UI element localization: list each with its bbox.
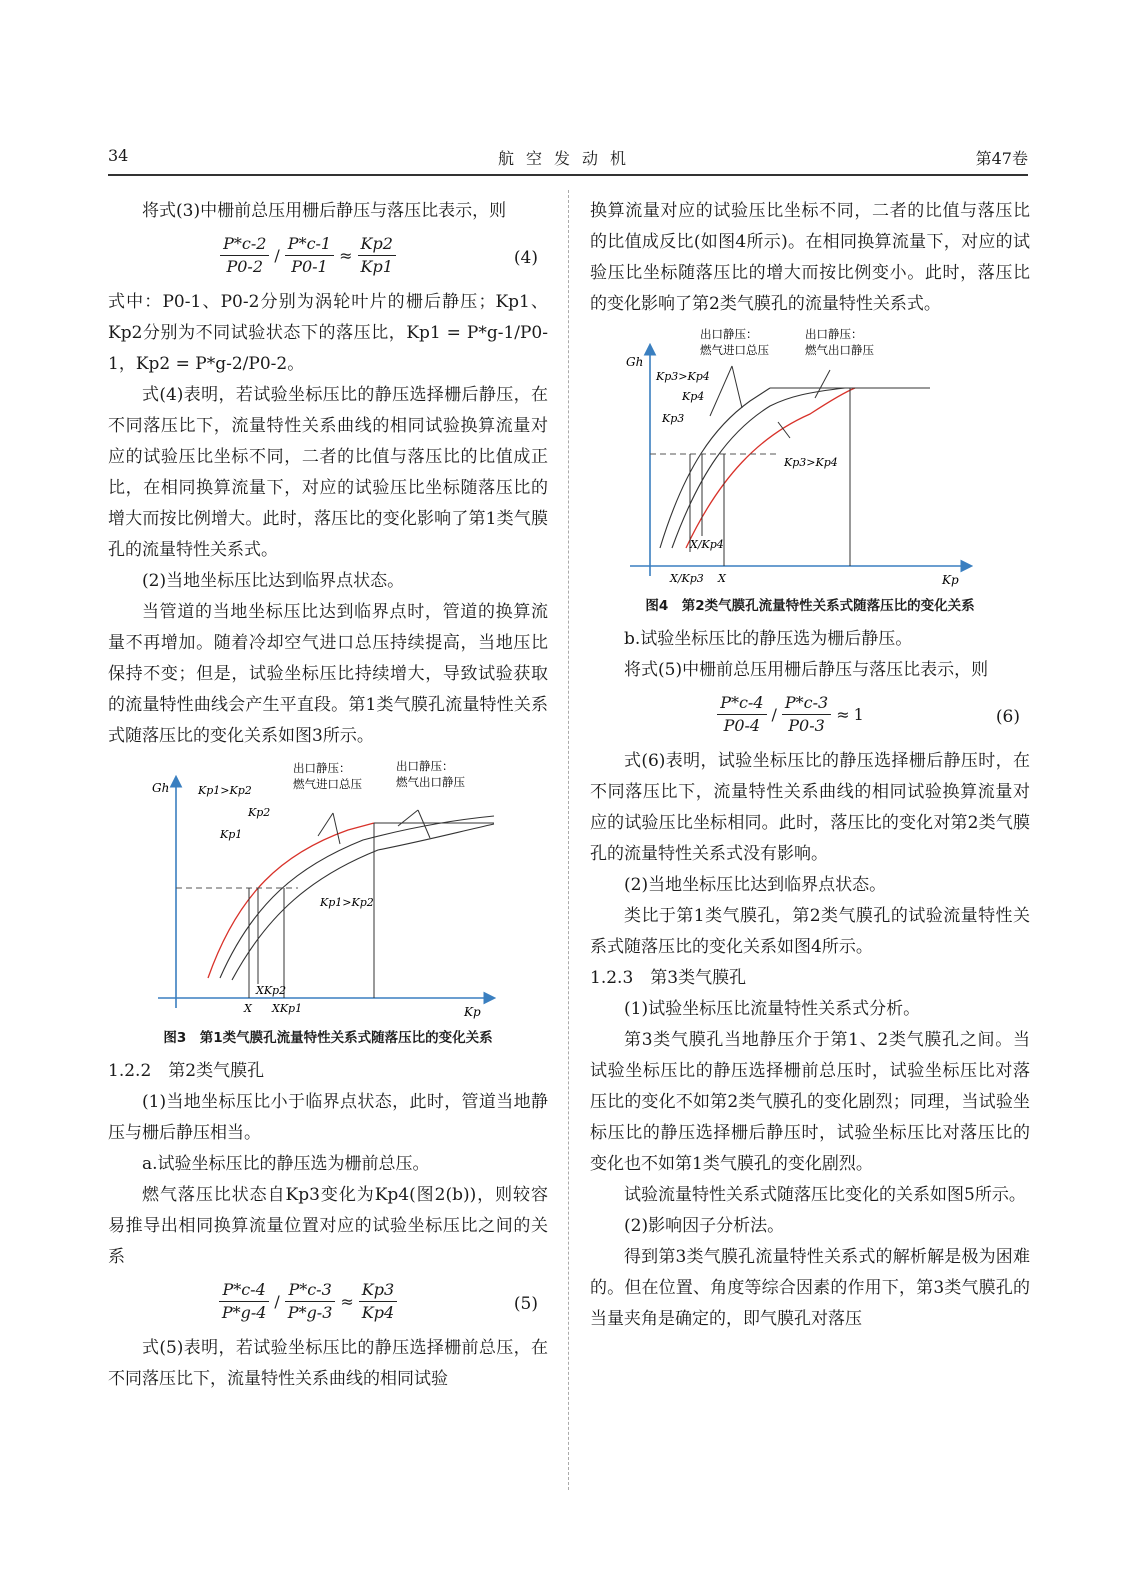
leader-a2: [732, 366, 742, 408]
fig4-label: 出口静压：: [805, 327, 863, 341]
right-column: [590, 196, 1030, 1335]
paragraph: 式(4)表明，若试验坐标压比的静压选择栅后静压，在不同落压比下，流量特性关系曲线的相同试验换算流量对应的试验压比坐标不同，二者的比值与落压比的比值成正比，在相同换算流量下，对应的试验压比坐标随落压比的增大而按比例增大。此时，落压比的变化影响了第1类气膜孔的流量特性关系式。: [108, 385, 548, 560]
fig4-label: 出口静压：: [700, 327, 758, 341]
fig4-label: 燃气出口静压: [805, 343, 874, 357]
paragraph: 类比于第1类气膜孔，第2类气膜孔的试验流量特性关系式随落压比的变化关系如图4所示。: [590, 906, 1030, 957]
x-axis-label: Kp: [464, 1005, 481, 1019]
equation-number: (4): [513, 248, 538, 268]
paragraph: 第3类气膜孔当地静压介于第1、2类气膜孔之间。当试验坐标压比的静压选择栅前总压时，试验坐标压比对落压比的变化不如第2类气膜孔的变化剧烈；同理，当试验坐标压比的静压选择栅后静压时，试验坐标压比对落压比的变化也不如第1类气膜孔的变化剧烈。: [590, 1030, 1030, 1174]
y-axis-label: Gh: [626, 355, 644, 369]
equation-6: $\frac{P*c-4}{P0-4}$ / $\frac{P*c-3}{P0-3}$ ≈ 1 (6): [590, 688, 1030, 744]
x-axis-label: Kp: [942, 573, 959, 587]
eq4-term: P0-2: [226, 257, 264, 276]
fig3-inequality: Kp1>Kp2: [198, 784, 252, 797]
eq5-term: Kp4: [361, 1303, 395, 1322]
paragraph: 燃气落压比状态自Kp3变化为Kp4(图2(b))，则较容易推导出相同换算流量位置对应的试验坐标压比之间的关系: [108, 1185, 548, 1267]
paragraph: a.试验坐标压比的静压选为栅前总压。: [142, 1154, 430, 1174]
fig4-inequality: Kp3>Kp4: [784, 456, 838, 469]
eq5-term: P*c-4: [219, 1279, 270, 1302]
equation-5: $\frac{P*c-4}{P*g-4}$ / $\frac{P*c-3}{P*g-3}$ ≈ $\frac{Kp3}{Kp4}$ (5): [108, 1275, 548, 1331]
fig4-inequality: Kp3>Kp4: [656, 370, 710, 383]
paragraph: (1)当地坐标压比小于临界点状态，此时，管道当地静压与栅后静压相当。: [108, 1092, 548, 1143]
leader-b: [815, 370, 830, 398]
eq4-term: P*c-2: [220, 233, 269, 256]
paragraph: 试验流量特性关系式随落压比变化的关系如图5所示。: [624, 1185, 1026, 1205]
paragraph: 得到第3类气膜孔流量特性关系式的解析解是极为困难的。但在位置、角度等综合因素的作用下，第3类气膜孔的当量夹角是确定的，即气膜孔对落压: [590, 1247, 1030, 1329]
eq4-term: P*c-1: [285, 233, 334, 256]
section-heading: 1.2.2 第2类气膜孔: [108, 1061, 265, 1081]
fig3-label: 燃气进口总压: [293, 777, 362, 791]
tick-label: X: [718, 572, 726, 585]
left-column: [108, 196, 548, 1395]
running-header: [108, 142, 1028, 176]
figure-3: [108, 758, 548, 1020]
leader-a2: [333, 813, 340, 844]
eq5-term: Kp3: [359, 1279, 397, 1302]
eq5-term: P*g-3: [287, 1303, 333, 1322]
curve-label: Kp3: [662, 412, 685, 425]
curve-label: Kp4: [682, 390, 705, 403]
paragraph: (2)当地坐标压比达到临界点状态。: [624, 875, 887, 895]
eq6-term: P*c-3: [782, 692, 831, 715]
paragraph: (2)影响因子分析法。: [624, 1216, 785, 1236]
tick-label: XKp2: [256, 984, 287, 997]
eq5-term: P*c-3: [285, 1279, 336, 1302]
figure-4-plot: [590, 326, 1030, 588]
eq5-term: P*g-4: [221, 1303, 267, 1322]
eq4-term: Kp1: [360, 257, 393, 276]
paragraph: 将式(5)中栅前总压用栅后静压与落压比表示，则: [624, 660, 989, 680]
fig3-inequality: Kp1>Kp2: [320, 896, 374, 909]
leader-b: [398, 810, 418, 826]
eq6-term: P0-4: [723, 716, 761, 735]
paragraph: 换算流量对应的试验压比坐标不同，二者的比值与落压比的比值成反比(如图4所示)。在相同换算流量下，对应的试验压比坐标随落压比的增大而按比例变小。此时，落压比的变化影响了第2类气膜孔的流量特性关系式。: [590, 201, 1030, 314]
volume-label: 第47卷: [975, 149, 1028, 168]
paragraph: 当管道的当地坐标压比达到临界点时，管道的换算流量不再增加。随着冷却空气进口总压持续提高，当地压比保持不变；但是，试验坐标压比持续增大，导致试验获取的流量特性曲线会产生平直段。第1类气膜孔流量特性关系式随落压比的变化关系如图3所示。: [108, 602, 548, 746]
section-heading: 1.2.3 第3类气膜孔: [590, 968, 747, 988]
curve-label: Kp2: [248, 806, 271, 819]
eq6-term: 1: [853, 704, 864, 724]
fig3-label: 燃气出口静压: [396, 775, 465, 789]
equation-4: $\frac{P*c-2}{P0-2}$ / $\frac{P*c-1}{P0-1}$ ≈ $\frac{Kp2}{Kp1}$ (4): [108, 229, 548, 285]
eq6-term: P*c-4: [717, 692, 766, 715]
figure-3-caption: 图3 第1类气膜孔流量特性关系式随落压比的变化关系: [163, 1030, 493, 1046]
column-divider: [568, 190, 569, 1490]
figure-4-caption: 图4 第2类气膜孔流量特性关系式随落压比的变化关系: [645, 598, 975, 614]
page-number: 34: [108, 146, 129, 165]
journal-title: 航空发动机: [497, 149, 638, 168]
tick-label: XKp1: [272, 1002, 303, 1015]
tick-label: X/Kp3: [670, 572, 704, 585]
eq4-term: Kp2: [358, 233, 396, 256]
fig3-label: 出口静压：: [396, 759, 454, 773]
fig4-label: 燃气进口总压: [700, 343, 769, 357]
fig3-label: 出口静压：: [293, 761, 351, 775]
eq4-term: P0-1: [291, 257, 328, 276]
paragraph: 式中：P0-1、P0-2分别为涡轮叶片的栅后静压；Kp1、Kp2分别为不同试验状态下的落压比，Kp1 = P*g-1/P0-1，Kp2 = P*g-2/P0-2。: [108, 292, 548, 374]
equation-number: (6): [995, 707, 1020, 727]
figure-4: [590, 326, 1030, 588]
paragraph: b.试验坐标压比的静压选为栅后静压。: [624, 629, 913, 649]
paragraph: (2)当地坐标压比达到临界点状态。: [142, 571, 405, 591]
figure-3-plot: [108, 758, 548, 1020]
y-axis-label: Gh: [152, 781, 170, 795]
leader-a: [318, 813, 333, 836]
eq6-term: P0-3: [788, 716, 825, 735]
tick-label: X: [244, 1002, 252, 1015]
paragraph: (1)试验坐标压比流量特性关系式分析。: [624, 999, 921, 1019]
tick-label: X/Kp4: [690, 538, 724, 551]
equation-number: (5): [513, 1294, 538, 1314]
paragraph: 将式(3)中栅前总压用栅后静压与落压比表示，则: [142, 201, 507, 221]
paragraph: 式(5)表明，若试验坐标压比的静压选择栅前总压，在不同落压比下，流量特性关系曲线的相同试验: [108, 1338, 548, 1389]
leader-b2: [418, 810, 430, 838]
paragraph: 式(6)表明，试验坐标压比的静压选择栅后静压时，在不同落压比下，流量特性关系曲线的相同试验换算流量对应的试验压比坐标相同。此时，落压比的变化对第2类气膜孔的流量特性关系式没有影响。: [590, 751, 1030, 864]
leader-a: [710, 366, 732, 416]
curve-label: Kp1: [220, 828, 243, 841]
